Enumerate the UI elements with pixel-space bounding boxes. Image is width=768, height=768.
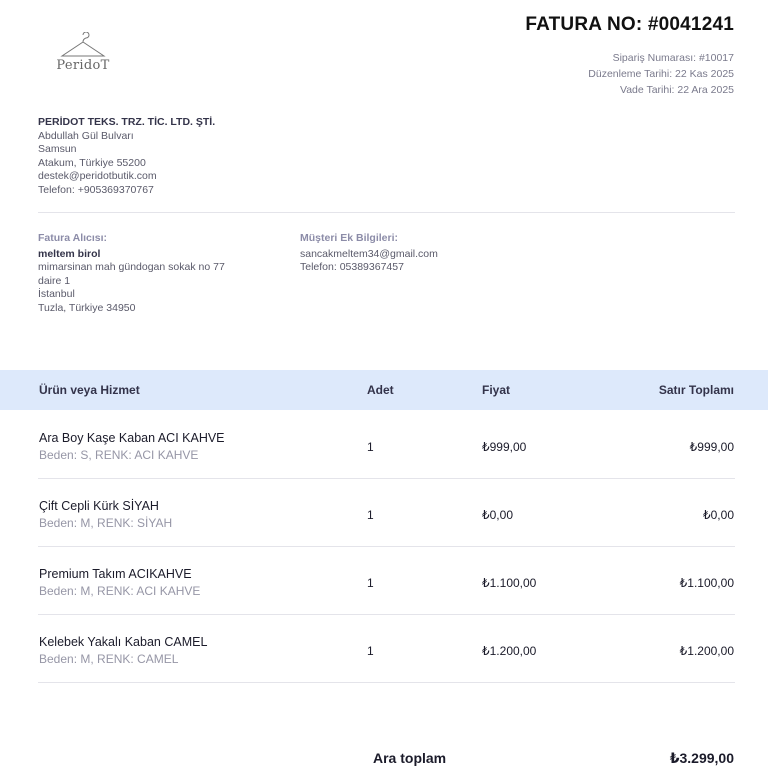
seller-street: Abdullah Gül Bulvarı xyxy=(38,129,134,142)
table-row xyxy=(0,615,768,683)
table-row xyxy=(0,547,768,615)
table-row xyxy=(0,411,768,479)
product-name: Premium Takım ACIKAHVE xyxy=(39,567,192,581)
table-row xyxy=(0,479,768,547)
header-total: Satır Toplamı xyxy=(658,383,734,397)
product-total: ₺0,00 xyxy=(703,508,734,522)
product-price: ₺0,00 xyxy=(482,508,513,522)
subtotal-label: Ara toplam xyxy=(373,750,447,766)
customer-extra-label: Müşteri Ek Bilgileri: xyxy=(300,232,399,244)
section-divider xyxy=(38,212,735,213)
product-qty: 1 xyxy=(367,576,374,590)
table-header xyxy=(0,370,768,410)
product-qty: 1 xyxy=(367,644,374,658)
customer-phone: Telefon: 05389367457 xyxy=(300,261,404,273)
bill-to-address2: daire 1 xyxy=(38,274,71,287)
bill-to-label: Fatura Alıcısı: xyxy=(38,232,108,244)
header-qty: Adet xyxy=(367,383,394,397)
due-date: Vade Tarihi: 22 Ara 2025 xyxy=(619,84,734,96)
product-price: ₺1.100,00 xyxy=(482,576,537,590)
company-logo xyxy=(50,30,116,76)
product-qty: 1 xyxy=(367,440,374,454)
invoice-meta xyxy=(588,50,734,98)
seller-region: Atakum, Türkiye 55200 xyxy=(38,156,146,169)
bill-to-city: İstanbul xyxy=(38,288,75,300)
seller-phone: Telefon: +905369370767 xyxy=(38,183,154,196)
product-total: ₺999,00 xyxy=(689,440,734,454)
product-price: ₺999,00 xyxy=(482,440,527,454)
hanger-icon xyxy=(58,32,108,60)
seller-name: PERİDOT TEKS. TRZ. TİC. LTD. ŞTİ. xyxy=(38,116,216,128)
seller-info xyxy=(38,116,215,197)
bill-to xyxy=(38,232,225,315)
customer-extra xyxy=(300,232,438,275)
row-divider xyxy=(38,682,735,683)
header-product: Ürün veya Hizmet xyxy=(39,383,140,397)
logo-text: PeridoT xyxy=(56,58,110,73)
bill-to-address1: mimarsinan mah gündogan sokak no 77 xyxy=(38,261,225,273)
bill-to-region: Tuzla, Türkiye 34950 xyxy=(38,301,136,314)
product-qty: 1 xyxy=(367,508,374,522)
invoice-title: FATURA NO: #0041241 xyxy=(525,14,734,35)
seller-email[interactable]: destek@peridotbutik.com xyxy=(38,170,157,182)
product-name: Ara Boy Kaşe Kaban ACI KAHVE xyxy=(39,431,225,445)
issue-date: Düzenleme Tarihi: 22 Kas 2025 xyxy=(588,68,734,80)
order-number: Sipariş Numarası: #10017 xyxy=(612,52,734,64)
bill-to-name: meltem birol xyxy=(38,247,101,260)
header-price: Fiyat xyxy=(482,383,511,397)
product-variant: Beden: M, RENK: ACI KAHVE xyxy=(39,584,201,598)
product-total: ₺1.200,00 xyxy=(679,644,734,658)
seller-city: Samsun xyxy=(38,143,77,155)
product-variant: Beden: S, RENK: ACI KAHVE xyxy=(39,448,199,462)
product-price: ₺1.200,00 xyxy=(482,644,537,658)
product-total: ₺1.100,00 xyxy=(679,576,734,590)
product-name: Kelebek Yakalı Kaban CAMEL xyxy=(39,635,208,649)
subtotal-value: ₺3.299,00 xyxy=(669,750,734,766)
product-variant: Beden: M, RENK: CAMEL xyxy=(39,652,179,666)
product-variant: Beden: M, RENK: SİYAH xyxy=(39,516,173,530)
product-name: Çift Cepli Kürk SİYAH xyxy=(39,499,159,513)
customer-email[interactable]: sancakmeltem34@gmail.com xyxy=(300,247,438,260)
